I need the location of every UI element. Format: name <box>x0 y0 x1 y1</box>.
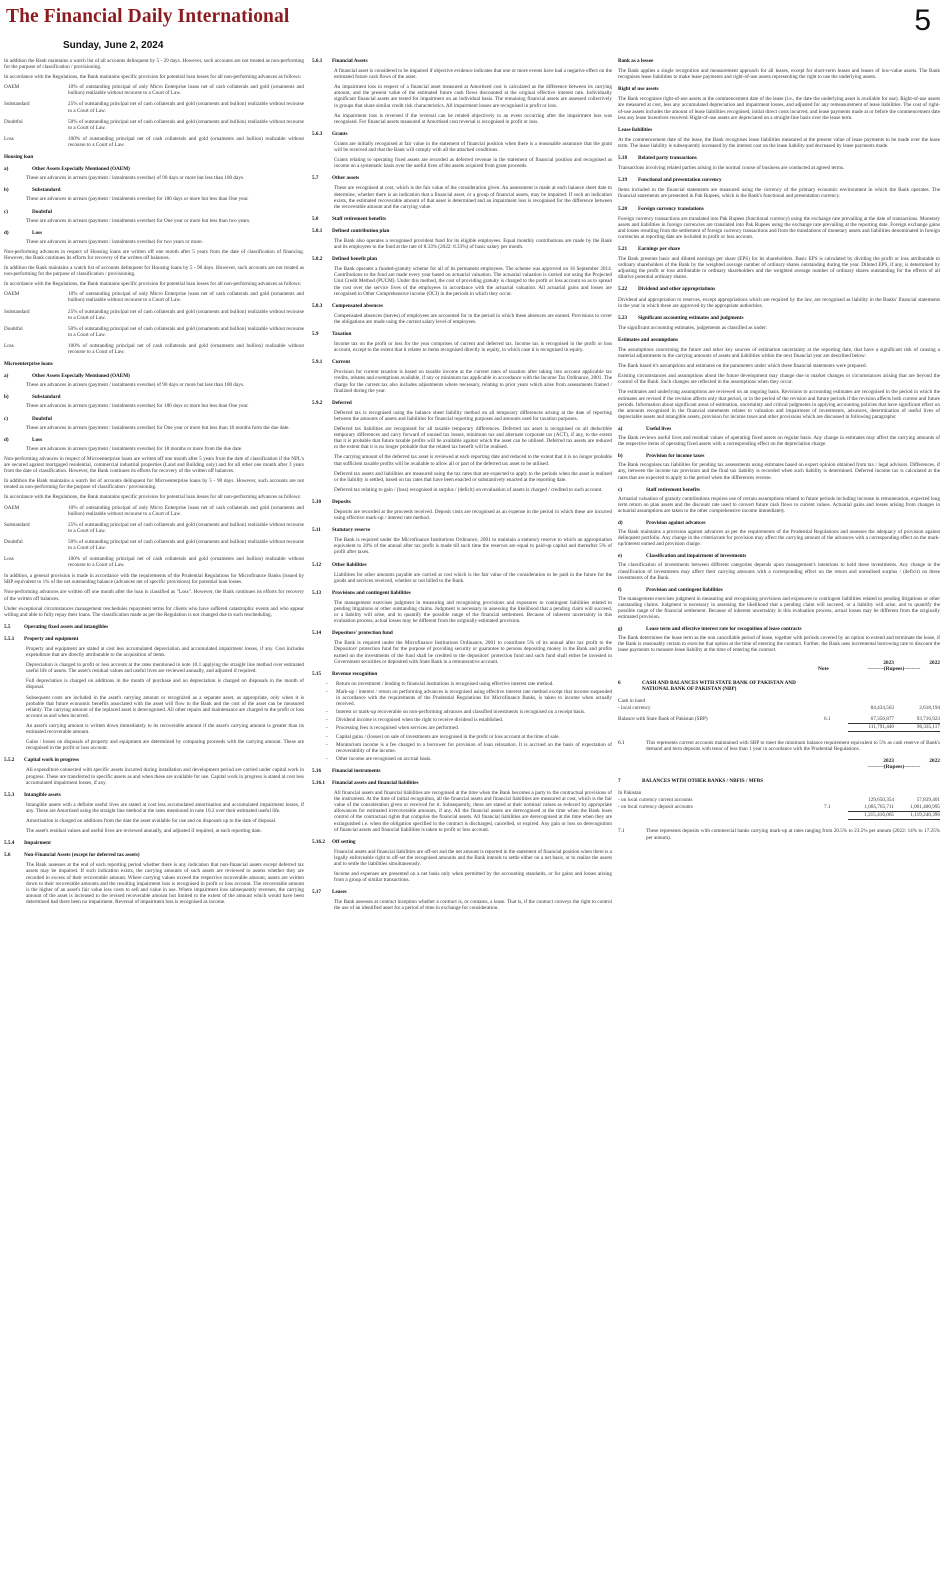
row-note: 6.1 <box>824 715 831 722</box>
row-note: 7.1 <box>824 804 831 811</box>
section-heading: Off setting <box>332 838 356 845</box>
row-label: - on local currency deposit accounts <box>618 804 693 811</box>
paragraph: Liabilities for other amounts payable are carried at cost which is the fair value of the consideration to be paid in the future for the goods and services received, whether or not billed to the Bank. <box>334 571 612 584</box>
provision-table <box>4 84 304 148</box>
section-heading: Right of use assets <box>618 86 659 93</box>
section-heading: Operating fixed assets and intangibles <box>24 623 109 630</box>
row-label: - on local currency current accounts <box>618 797 693 804</box>
paragraph: At the commencement date of the lease, the Bank recognises lease liabilities measured at the present value of lease payments to be made over the lease term. The lease liability is subsequently increased by the interest cost on the lease liability and decreased by lease payments made. <box>618 136 940 149</box>
grade-rule: 50% of outstanding principal net of cash collaterals and gold (ornaments and bullion) realizable without recourse to a Court of Law. <box>68 325 304 338</box>
section-number: 5.17 <box>312 889 322 896</box>
paragraph: In addition, a general provision is made in accordance with the requirements of the Prudential Regulations for Microfinance Banks (issued by SBP equivalent to 1% of the net outstanding balance (advances net of specific provisions) for potential loan losses. <box>4 573 304 586</box>
section-number: 5.21 <box>618 245 628 252</box>
grade-rule: 100% of outstanding principal net of cash collaterals and gold (ornaments and bullion) realizable without recourse to a Court of Law. <box>68 556 304 569</box>
section-heading: Functional and presentation currency <box>638 177 722 184</box>
section-number: 5.8.2 <box>312 256 323 263</box>
paragraph: The Bank presents basic and diluted earnings per share (EPS) for its shareholders. Basic EPS is calculated by dividing the profit or loss attributable to ordinary shareholders of the Bank by the weighted average number of ordinary shares outstanding during the year. Diluted EPS, if any, is determined by adjusting the profit or loss attributable to ordinary shareholders and the weighted average number of ordinary shares outstanding for the effects of all dilutive potential ordinary shares. <box>618 256 940 281</box>
paragraph: All financial assets and financial liabilities are recognised at the time when the Bank becomes a party to the contractual provisions of the instrument. At the time of initial recognition, all the financial assets and financial liabilities are measured at cost, which is the fair value of the consideration given or received for it. Subsequently, these are stated at their nominal values as reduced by appropriate allowances for estimated irrecoverable amounts, if any. All the financial assets are derecognised at the time when the Bank loses control of the contractual rights that comprise the financial assets. All financial liabilities are derecognised at the time when they are extinguished i.e. when the obligation specified in the contract is discharged, cancelled, or expired. Any gain or loss on derecognition of financial assets and financial liabilities is taken to profit or loss account. <box>334 790 612 833</box>
section-heading: Leases <box>332 889 347 896</box>
paragraph: The Bank recognises right-of-use assets at the commencement date of the lease (i.e., the date the underlying asset is available for use). Right-of-use assets are measured at cost, less any accumulated depreciation and impairment losses, and adjusted for any remeasurement of lease liabilities. The cost of right-of-use assets includes the amount of lease liabilities recognised, initial direct costs incurred, and lease payments made at or before the commencement date less any lease incentives received. Right-of-use assets are depreciated on a straight-line basis over the lease term. <box>618 96 940 121</box>
total-row <box>618 811 940 820</box>
section-heading: Non-Financial Assets (except for deferred tax assets) <box>24 852 140 859</box>
grade-rule: 100% of outstanding principal net of cash collaterals and gold (ornaments and bullion) realizable without recourse to a Court of Law. <box>68 135 304 148</box>
paragraph: These are advances in arrears (payment / instalments overdue) of 90 days or more but less than 180 days. <box>26 382 245 389</box>
paragraph: All expenditure connected with specific assets incurred during installation and development period are carried under capital work in progress. These are transferred to specific assets as and when these are available for use. Capital work in progress is stated at cost less accumulated impairment losses, if any. <box>26 767 304 786</box>
item-title: Other Assets Especially Mentioned (OAEM) <box>32 166 130 173</box>
masthead <box>6 4 939 52</box>
value-2022: 57,839,401 <box>916 797 940 804</box>
item-title: Doubtful <box>32 208 52 215</box>
value-2022: 2,618,194 <box>919 704 940 711</box>
section-heading: Other liabilities <box>332 561 367 568</box>
grade-rule: 50% of outstanding principal net of cash collaterals and gold (ornaments and bullion) realizable without recourse to a Court of Law. <box>68 118 304 131</box>
newspaper-title: The Financial Daily International <box>6 6 290 27</box>
year-header: 2023 <box>883 659 894 666</box>
section-heading: Provisions and contingent liabilities <box>332 589 411 596</box>
section-heading: Related party transactions <box>638 155 697 162</box>
section-number: 5.16.2 <box>312 838 325 845</box>
paragraph: In accordance with the Regulations, the Bank maintains specific provision for potential loan losses for all non-performing advances as follows: <box>4 494 302 501</box>
section-heading: Revenue recognition <box>332 670 378 677</box>
section-number: 5.7 <box>312 175 319 182</box>
value-2023: 67,356,877 <box>870 715 894 722</box>
item-letter: a) <box>4 166 9 173</box>
paragraph: Intangible assets with a definite useful lives are stated at cost less accumulated amortisation and accumulated impairment losses, if any. These are Amortised using the straight line method at the rates mentioned in note 10.2 over their estimated useful life. <box>26 801 304 814</box>
section-heading: Taxation <box>332 331 352 337</box>
section-heading: Deposits <box>332 498 351 505</box>
paragraph: Foreign currency transactions are translated into Pak Rupees (functional currency) using the exchange rate prevailing at the date of transactions. Monetary assets and liabilities in foreign currencies are translated into Pak Rupees using the exchange rate prevailing at the reporting date. Foreign exchange gains and losses resulting from the settlement of foreign currency transactions and from the translations of monetary assets and liabilities denominated in foreign currencies at reporting date are included in profit or loss account. <box>618 215 940 240</box>
paragraph: These are advances in arrears (payment / instalments overdue) for 18 months or more from the due date. <box>26 445 243 452</box>
paragraph: Deferred tax relating to gain / (loss) recognised in surplus / (deficit) on revaluation of assets is charged / credited to such account. <box>334 486 603 493</box>
paragraph: Property and equipment are stated at cost less accumulated depreciation and accumulated impairment losses, if any. Cost includes expenditure that are directly attributable to the acquisition of items. <box>26 646 304 659</box>
row-label: Cash in hand <box>618 697 646 704</box>
section-number: 5.18 <box>618 155 628 162</box>
section-number: 5.12 <box>312 561 322 568</box>
paragraph: Depreciation is charged to profit or loss account at the rates mentioned in note 10.1 applying the straight line method over estimated useful life of assets. The asset's residual values and useful lives are reviewed annually, and adjusted if required. <box>26 662 304 675</box>
grade-label: Substandard <box>4 521 30 528</box>
total-2022: 96,335,117 <box>894 723 940 732</box>
paragraph: Items included in the financial statements are measured using the currency of the primary economic environment in which the Bank operates. The financial statements are presented in Pak Rupees, which is the Bank's functional and presentation currency. <box>618 187 940 200</box>
grade-label: Doubtful <box>4 538 23 545</box>
grade-label: Doubtful <box>4 325 23 332</box>
paragraph: Gains / losses on disposals of property and equipment are determined by comparing proceeds with the carrying amount. These are recognised in the profit or loss account. <box>26 739 304 752</box>
section-heading: Bank as a lessee <box>618 58 654 64</box>
section-number: 5.5.3 <box>4 791 15 798</box>
section-number: 5.6 <box>4 852 11 859</box>
paragraph: These are advances in arrears (payment / instalments overdue) for One year or more but less than 18 months form the due date. <box>26 424 290 431</box>
paragraph: Non-performing advances in respect of Microenterprise loans are written off one month after 5 years from the date of classification if the NPL's are secured against mortgaged residential, commercial industrial properties (Land and Building only) and for all other one month after 3 years from the date of classification. However, the Bank continues its efforts for recovery of the written off balances. <box>4 455 304 475</box>
paragraph: The Bank applies a single recognition and measurement approach for all leases, except for short-term leases and leases of low-value assets. The Bank recognises lease liabilities to make lease payments and right-of-use assets representing the right to use the underlying assets. <box>618 68 940 81</box>
paragraph: The Bank operates a funded-gratuity scheme for all of its permanent employees. The scheme was approved on 16 September 2014. Contributions to the fund are made every year based on actuarial valuation. The actuarial valuation is carried out using the Projected Unit Credit Method (PUCM). Under this method, the cost of providing gratuity is charged to the profit or loss account so as to spread the cost over the service lives of the employees in accordance with the actuarial valuation. All actuarial gains and losses are recognised in Other Comprehensive income (OCI) in the periods in which they occur. <box>334 266 612 297</box>
section-heading: Depositors' protection fund <box>332 630 393 637</box>
grade-rule: 10% of outstanding principal of only Micro Enterprise loans net of cash collaterals and gold (ornaments and bullion) realizable without recourse to a Court of Law. <box>68 291 304 304</box>
paragraph: Non-performing advances in respect of Housing loans are written off one month after 5 years from the date of classification of financing. However, the Bank continues its efforts for recovery of the written off balances. <box>4 248 304 261</box>
value-2022: 93,716,923 <box>916 715 940 722</box>
table-row <box>618 804 940 811</box>
paragraph: Deferred tax assets and liabilities are measured using the tax rates that are expected to apply to the periods when the asset is realized or the liability is settled, based on tax rates that have been enacted or substantively enacted at the reporting date. <box>334 470 612 483</box>
paragraph: Dividend and appropriation to reserves, except appropriations which are required by the law, are recognised as liability in the Banks' financial statements in the year in which these are approved by the appropriate authorities. <box>618 296 940 309</box>
financial-table-cash <box>618 660 940 732</box>
section-heading: Staff retirement benefits <box>332 215 386 222</box>
paragraph: Subsequent costs are included in the asset's carrying amount or recognized as a separate asset, as appropriate, only when it is probable that future economic benefits associated with the asset will flow to the Bank and the cost of the asset can be measured reliably. The carrying amount of the replaced asset is derecognised. All other repairs and maintenance are charged to the profit or loss account as and when incurred. <box>26 694 304 719</box>
section-heading: Capital work in progress <box>24 757 80 764</box>
issue-date: Sunday, June 2, 2024 <box>63 40 164 51</box>
section-number: 5.6.3 <box>312 130 323 137</box>
section-number: 5.5.1 <box>4 635 15 642</box>
item-title: Loss <box>32 436 43 443</box>
column-1 <box>4 58 304 1588</box>
list-item: Dividend income is recognised when the right to receive dividend is established. <box>336 717 504 724</box>
section-heading: Estimates and assumptions <box>618 336 678 343</box>
grade-label: OAEM <box>4 84 20 91</box>
paragraph: An asset's carrying amount is written down immediately to its recoverable amount if the asset's carrying amount is greater than its estimated recoverable amount. <box>26 722 304 736</box>
section-heading: Deferred <box>332 399 352 406</box>
section-heading: Defined benefit plan <box>332 256 377 263</box>
value-2023: 84,434,563 <box>870 704 894 711</box>
item-title: Provision for income taxes <box>646 453 705 460</box>
paragraph: In addition the Bank maintains a watch list of all accounts delinquent by 5 - 29 days. However, such accounts are not treated as non-performing for the purpose of classification / provisioning. <box>4 58 304 71</box>
paragraph: The estimates and underlying assumptions are reviewed on an ongoing basis. Revisions to accounting estimates are recognised in the period in which the estimates are revised if the revision affects only that period, or in the period of the revision and future periods if the revision affects both current and future periods. Information about significant areas of estimation, uncertainty and critical judgments in applying accounting policies that have significant effect on the amounts recognised in the financial statements relates to valuation and impairment of investments, advances, determination of useful lives of depreciable assets and intangible assets, provision for income taxes and other provisions which are discussed in following paragraphs: <box>618 389 940 420</box>
section-heading: Impairment <box>24 840 51 847</box>
note-text: These represents deposits with commercial banks carrying mark-up at rates ranging from 20.5% to 23.5% per annum (2022: 14% to 17.25% per annum). <box>646 828 940 841</box>
section-number: 5.8 <box>312 215 319 222</box>
paragraph: Grants relating to operating fixed assets are recorded as deferred revenue in the statement of financial position and recognised as income on a systematic basis over the useful lives of the assets acquired from grant proceeds. <box>334 157 612 170</box>
item-letter: b) <box>618 453 623 460</box>
row-label: - local currency <box>618 704 651 711</box>
column-3 <box>618 58 940 1588</box>
item-letter: b) <box>4 394 9 401</box>
value-2023: 129,650,354 <box>868 797 894 804</box>
paragraph: The significant accounting estimates, judgements as classified as under: <box>618 324 768 331</box>
paragraph: In accordance with the Regulations, the Bank maintains specific provision for potential loan losses for all non-performing advances as follows: <box>4 74 302 81</box>
item-title: Provision against advances <box>646 519 706 526</box>
item-title: Staff retirement benefits <box>646 486 700 493</box>
grade-label: Loss <box>4 342 14 349</box>
table-row <box>618 716 940 723</box>
paragraph: A financial asset is considered to be impaired if objective evidence indicates that one or more events have had a negative effect on the estimated future cash flows of the asset. <box>334 68 612 81</box>
item-title: Substandard <box>32 187 61 194</box>
provision-table <box>4 505 304 569</box>
total-2023: 111,791,440 <box>848 723 894 732</box>
paragraph: Transactions involving related parties arising in the normal course of business are conducted at agreed terms. <box>618 165 845 172</box>
paragraph: The Bank assesses at contract inception whether a contract is, or contains, a lease. That is, if the contract conveys the right to control the use of an identified asset for a period of time in exchange for consideration. <box>334 899 612 912</box>
item-title: Substandard <box>32 394 61 401</box>
paragraph: Compensated absences (leaves) of employees are accounted for in the period in which these absences are earned. Provisions to cover the obligations are made using the current salary level of employees. <box>334 312 612 325</box>
item-title: Useful lives <box>646 425 672 432</box>
section-number: 6 <box>618 679 621 686</box>
section-heading: Significant accounting estimates and judgments <box>638 314 744 321</box>
grade-label: OAEM <box>4 291 20 298</box>
paragraph: The Bank assesses at the end of each reporting period whether there is any indication that non-financial assets except deferred tax assets may be impaired. If such indication exists, the carrying amounts of such assets are reviewed to assess whether they are recorded in excess of their recoverable amount. Where carrying values exceed the respective recoverable amount, assets are written down to their recoverable amounts and the resulting impairment loss is recognised in profit or loss account. The recoverable amount is the higher of an asset's fair value less costs to sell and value in use. Where impairment loss subsequently reverses, the carrying amount of the asset is increased to the revised recoverable amount but limited to the extent of the amount which would have been determined had there been no impairment. Reversal of impairment loss is recognised as income. <box>26 862 304 905</box>
total-2023: 1,215,416,065 <box>848 811 894 820</box>
paragraph: In addition the Bank maintains a watch list of accounts delinquent for Housing loans by 5 - 90 days. However, such accounts are not treated as non-performing for the purpose of classification / provisioning. <box>4 265 304 278</box>
grade-rule: 10% of outstanding principal of only Micro Enterprise loans net of cash collaterals and gold (ornaments and bullion) realizable without recourse to a Court of Law. <box>68 84 304 97</box>
item-title: Other Assets Especially Mentioned (OAEM) <box>32 373 130 380</box>
section-heading: Financial instruments <box>332 767 381 774</box>
section-number: 5.20 <box>618 205 628 212</box>
paragraph: The management exercises judgment in measuring and recognising provisions and exposures to contingent liabilities related to pending litigations or other outstanding claims. Judgment is necessary in assessing the likelihood that a pending claim will succeed, or a liability will arise, and to quantify the possible range of the financial settlement. Because of inherent uncertainty in this evaluation process, actual losses may be different from the originally estimated provision. <box>618 595 940 621</box>
row-label: Balance with State Bank of Pakistan (SBP) <box>618 715 708 722</box>
section-heading: Intangible assets <box>24 791 61 798</box>
page-number: 5 <box>914 4 931 37</box>
section-heading: Lease liabilities <box>618 126 653 133</box>
list-item: Capital gains / (losses) on sale of investments are recognised in the profit or loss account at the time of sale. <box>336 733 560 740</box>
financial-table-banks <box>618 758 940 820</box>
paragraph: Amortisation is charged on additions from the date the asset available for use and on disposals up to the date of disposal. <box>26 817 277 824</box>
item-letter: d) <box>4 436 9 443</box>
grade-rule: 100% of outstanding principal net of cash collaterals and gold (ornaments and bullion) realizable without recourse to a Court of Law. <box>68 342 304 355</box>
paragraph: The classification of investments between different categories depends upon management's intentions to hold these investments. Any change in the classification of investments may affect their carrying amounts with a corresponding effect on the return and unrealised surplus / (deficit) on these investments of the Bank. <box>618 562 940 581</box>
section-heading: Property and equipment <box>24 635 79 642</box>
paragraph: The carrying amount of the deferred tax asset is reviewed at each reporting date and reduced to the extent that it is no longer probable that sufficient taxable profits will be available to allow all or part of the deferred tax asset to be utilised. <box>334 454 612 467</box>
item-letter: a) <box>4 373 9 380</box>
section-heading: Dividend and other appropriations <box>638 286 716 293</box>
grade-label: Loss <box>4 135 14 142</box>
section-number: 5.16.1 <box>312 779 325 786</box>
section-number: 5.10 <box>312 498 322 505</box>
paragraph: Deferred tax liabilities are recognised for all taxable temporary differences. Deferred tax asset is recognised on all deductible temporary differences and carry forward of unused tax losses, minimum tax and alternate corporate tax (ACT), if any, to the extent that it is probable that future taxable profits will be available against which the asset can be utilised. Deferred tax assets are reduced to the extent that it is no longer probable that the related tax benefit will be realised. <box>334 426 612 451</box>
row-label: In Pakistan <box>618 790 642 797</box>
section-heading: Housing loan <box>4 154 34 161</box>
paragraph: The assumptions concerning the future and other key sources of estimation uncertainty at the reporting date, that have a significant risk of causing a material adjustments to the carrying amounts of assets and liabilities within the next financial year are described below: <box>618 347 940 360</box>
note-number: 7.1 <box>618 828 625 835</box>
section-heading: Grants <box>332 130 348 137</box>
paragraph: These are advances in arrears (payment / instalments overdue) for two years or more. <box>26 238 203 245</box>
item-letter: c) <box>4 415 9 422</box>
section-number: 5.23 <box>618 314 628 321</box>
provision-table <box>4 291 304 355</box>
list-item: Interest or mark-up recoverable on non-performing advances and classified investments is recognised on a receipt basis. <box>336 709 586 716</box>
section-number: 5.9 <box>312 331 319 337</box>
section-heading: BALANCES WITH OTHER BANKS / NBFIS / MFBS <box>642 778 764 785</box>
section-heading: CASH AND BALANCES WITH STATE BANK OF PAKISTAN AND NATIONAL BANK OF PAKISTAN (NBP) <box>642 679 796 692</box>
section-number: 5.5.4 <box>4 840 15 847</box>
grade-label: Substandard <box>4 308 30 315</box>
section-heading: Current <box>332 359 351 366</box>
section-number: 5.16 <box>312 767 322 774</box>
year-header: 2023 <box>883 758 894 765</box>
item-letter: g) <box>618 626 623 633</box>
section-heading: Defined contribution plan <box>332 227 390 234</box>
section-number: 5.5.2 <box>4 757 15 764</box>
grade-label: Doubtful <box>4 118 23 125</box>
paragraph: Under exceptional circumstances management reschedules repayment terms for clients who have suffered catastrophic events and who appear willing and able to fully repay their loans. The classification made as per the Regulation is not changed due to such rescheduling. <box>4 605 304 618</box>
paragraph: The asset's residual values and useful lives are reviewed annually, and adjusted if required, at each reporting date. <box>26 828 262 835</box>
grade-rule: 10% of outstanding principal of only Micro Enterprise loans net of cash collaterals and gold (ornaments and bullion) realizable without recourse to a Court of Law. <box>68 504 304 517</box>
section-heading: Compensated absences <box>332 302 383 309</box>
table-row <box>618 705 940 712</box>
item-letter: c) <box>618 486 623 493</box>
total-2022: 1,119,240,396 <box>894 811 940 820</box>
note-header: Note <box>818 665 829 672</box>
paragraph: An impairment loss is reversed if the reversal can be related objectively to an event occurring after the impairment loss was recognised. For financial assets measured at Amortised cost reversal is recognised in profit or loss. <box>334 112 612 125</box>
paragraph: The management exercises judgment in measuring and recognising provisions and exposures to contingent liabilities related to pending litigations or other outstanding claims. Judgment is necessary in assessing the likelihood that a pending claim will succeed, or a liability will arise, and to quantify the possible range of the financial settlement. Because of inherent uncertainty in this evaluation process, actual losses may be different from the originally estimated provision. <box>334 599 612 625</box>
paragraph: Deferred tax is recognised using the balance sheet liability method on all temporary differences arising at the date of reporting between the amounts of assets and liabilities for financial reporting purposes and amounts used for taxation purposes. <box>334 409 612 422</box>
paragraph: The Bank determines the lease term as the non cancellable period of lease, together with periods covered by an option to extend and terminate the lease, if the Bank is reasonably certain to exercise that option at the time of entering the contract. Further, the Bank uses incremental borrowing rate to discount the lease payments to measure lease liability at the time of entering the contract. <box>618 635 940 654</box>
currency-header: ---------(Rupees)--------- <box>867 764 921 771</box>
note-number: 6.1 <box>618 739 625 746</box>
section-number: 5.22 <box>618 286 628 293</box>
paragraph: In accordance with the Regulations, the Bank maintains specific provision for potential loan losses for all non-performing advances as follows: <box>4 281 302 288</box>
paragraph: Full depreciation is charged on additions in the month of purchase and no depreciation is charged on disposals in the month of disposal. <box>26 678 304 691</box>
paragraph: Existing circumstances and assumptions about the future development may change due to market changes or circumstances arising that are beyond the control of the Bank. Such changes are reflected in the assumptions when they occur. <box>618 373 940 386</box>
column-2 <box>312 58 612 1588</box>
section-heading: Financial assets and financial liabilities <box>332 779 419 786</box>
value-2023: 1,085,765,711 <box>864 804 894 811</box>
paragraph: Financial assets and financial liabilities are off-set and the net amount is reported in the statement of financial position when there is a legally enforceable right to off-set the recognised amounts and the Bank intends to settle either on a net basis, or to realize the assets and to settle the liabilities simultaneously. <box>334 848 612 867</box>
paragraph: The Bank is required under the Microfinance Institutions Ordinance, 2001 to contribute 5% of its annual after tax profit to the Depositors' protection fund for the purpose of providing security or guarantee to persons depositing money in the Bank and profits earned on the investments of the fund shall be credited to the depositors' protection fund and such fund shall either be invested in Government securities or deposited with State Bank in a remunerative account. <box>334 640 612 665</box>
paragraph: The Bank is required under the Microfinance Institutions Ordinance, 2001 to maintain a statutory reserve to which an appropriation equivalent to 20% of the annual after tax profit is made till such time the reserves are equal to paid-up capital and thereafter 5% of profit after taxes. <box>334 537 612 556</box>
paragraph: The Bank reviews useful lives and residual values of operating fixed assets on regular basis. Any change in estimates may affect the carrying amounts of the respective items of operating fixed assets with a corresponding effect on the depreciation charge. <box>618 435 940 448</box>
item-letter: e) <box>618 553 623 560</box>
grade-rule: 25% of outstanding principal net of cash collaterals and gold (ornaments and bullion) realizable without recourse to a Court of Law. <box>68 308 304 321</box>
section-number: 5.13 <box>312 589 322 596</box>
paragraph: These are recognised at cost, which is the fair value of the consideration given. An assessment is made at each balance sheet date to determine, whether there is an indication that a financial asset, or a group of financial assets, may be impaired. If such an indication exists, the estimated recoverable amount of that asset is determined and an impairment loss is recognised for the difference between the recoverable amount and the carrying value. <box>334 185 612 210</box>
item-letter: f) <box>618 586 622 593</box>
section-number: 5.5 <box>4 623 11 630</box>
section-number: 5.9.1 <box>312 359 323 366</box>
item-letter: c) <box>4 208 9 215</box>
section-heading: Earnings per share <box>638 245 681 252</box>
paragraph: These are advances in arrears (payment / instalments overdue) of 90 days or more but less than 180 days. <box>26 175 245 182</box>
item-title: Doubtful <box>32 415 52 422</box>
grade-label: OAEM <box>4 504 20 511</box>
paragraph: Non-performing advances are written off one month after the loan is classified as "Loss". However, the Bank continues its efforts for recovery of the written off balances. <box>4 589 304 602</box>
section-number: 5.14 <box>312 630 322 637</box>
currency-header: ---------(Rupees)--------- <box>867 665 921 672</box>
list-item: Processing fees is recognised when services are performed. <box>336 725 460 732</box>
paragraph: Income and expenses are presented on a net basis only when permitted by the accounting standards, or for gains and losses arising from a group of similar transactions. <box>334 871 612 884</box>
section-heading: Statutory reserve <box>332 527 371 534</box>
section-number: 5.19 <box>618 177 628 184</box>
section-number: 5.8.1 <box>312 227 323 234</box>
item-letter: d) <box>618 519 623 526</box>
section-number: 5.6.1 <box>312 58 323 64</box>
paragraph: The Bank also operates a recognised provident fund for its eligible employees. Equal monthly contributions are made by the Bank and its employees to the fund at the rate of 8.33% (2022: 8.33%) of basic salary per month. <box>334 237 612 251</box>
paragraph: These are advances in arrears (payment / instalments overdue) for 180 days or more but less than One year. <box>26 196 249 203</box>
paragraph: These are advances in arrears (payment / instalments overdue) for One year or more but less than two years. <box>26 217 251 224</box>
paragraph: Actuarial valuation of gratuity contributions requires use of certain assumptions related to future periods including increase in remuneration, expected long term return on plan assets and the discount rate used to convert future cash flows to current values. Actuarial gains and losses arising from changes in actuarial assumptions are taken to the other comprehensive income immediately. <box>618 495 940 514</box>
paragraph: The Bank recognises tax liabilities for pending tax assessments using estimates based on expert opinion obtained from tax / legal advisors. Differences, if any, between the income tax provision and the final tax liability is recorded when such liability is determined. Deferred income tax is calculated at the rates that are expected to apply to the period when the differences reverse. <box>618 462 940 481</box>
section-heading: Financial Assets <box>332 58 368 64</box>
section-number: 5.9.2 <box>312 399 323 406</box>
list-item: Other income are recognised on accrual basis. <box>336 755 432 762</box>
paragraph: In addition the Bank maintains a watch list of accounts delinquent for Microenterprise loans by 5 - 90 days. However, such accounts are not treated as non-performing for the purpose of classification / provisioning. <box>4 478 304 491</box>
paragraph: An impairment loss in respect of a financial asset measured at Amortised cost is calculated as the difference between its carrying amount, and the present value of the estimated future cash flows discounted at the original effective interest rate. Individually significant financial assets are tested for impairment on an individual basis. The remaining financial assets are assessed collectively in groups that share similar credit risk characteristics. All impairment losses are recognised in profit or loss. <box>334 84 612 109</box>
item-title: Loss <box>32 229 43 236</box>
section-number: 7 <box>618 778 621 785</box>
paragraph: Grants are initially recognised at fair value in the statement of financial position when there is a reasonable assurance that the grant will be received and that the Bank will comply with all the attached conditions. <box>334 140 612 154</box>
grade-rule: 25% of outstanding principal net of cash collaterals and gold (ornaments and bullion) realizable without recourse to a Court of Law. <box>68 521 304 534</box>
section-heading: Other assets <box>332 175 360 182</box>
paragraph: Deposits are recorded at the proceeds received. Deposit costs are recognised as an expense in the period in which these are incurred using effective mark-up / interest rate method. <box>334 508 612 522</box>
value-2022: 1,061,400,995 <box>910 804 940 811</box>
paragraph: Income tax on the profit or loss for the year comprises of current and deferred tax. Income tax is recognised in the profit or loss account, except to the extent that it relates to items recognised directly in equity, in which case it is recognised in equity. <box>334 341 612 354</box>
total-row <box>618 723 940 732</box>
table-row <box>618 797 940 804</box>
item-letter: d) <box>4 229 9 236</box>
year-header: 2022 <box>929 758 940 765</box>
item-title: Lease term and effective interest rate for recognition of lease contracts <box>646 626 802 633</box>
section-number: 5.8.3 <box>312 302 323 309</box>
paragraph: The Bank based it's assumptions and estimates on the parameters under which these financial statements were prepared. <box>618 363 867 370</box>
item-title: Classification and impairment of investments <box>646 553 747 560</box>
grade-rule: 50% of outstanding principal net of cash collaterals and gold (ornaments and bullion) realizable without recourse to a Court of Law. <box>68 538 304 551</box>
section-number: 5.11 <box>312 527 321 534</box>
list-item: Mark-up / interest / return on performing advances is recognised using effective interest rate method except that income suspended in accordance with the requirements of the Prudential Regulations for Microfinance Banks, is taken to income when actually received. <box>336 688 612 708</box>
grade-label: Substandard <box>4 101 30 108</box>
list-item: Return on investment / lending to financial institutions is recognised using effective interest rate method. <box>336 680 554 687</box>
revenue-list: - Return on investment / lending to financial institutions is recognised using effective interest rate method. - Mark-up / interest / return on performing advances is recognised using effective interest rate method except that income suspended in accordance with the requirements of the Prudential Regulations for Microfinance Banks, is taken to income when actually received. - Interest or mark-up recoverable on non-performing advances and classified investments is recognised on a receipt basis. - Dividend income is recognised when the right to receive dividend is established. - Processing fees is recognised when services are performed. - Capital gains / (losses) on sale of investments are recognised in the profit or loss account at the time of sale. - Moratorium income is a fee charged to a borrower for provision of loan relaxation. It is accrued on the basis of expectation of recoverability of the income. - Other income are recognised on accrual basis. <box>326 680 612 762</box>
item-letter: b) <box>4 187 9 194</box>
year-header: 2022 <box>929 659 940 666</box>
paragraph: Provision for current taxation is based on taxable income at the current rates of taxation after taking into account applicable tax credits, rebates and exemptions available, if any or minimum tax applicable in accordance with the Income Tax Ordinance, 2001. The charge for the current tax also includes adjustments where necessary, relating to prior years which arise from assessments framed / finalized during the year. <box>334 369 612 394</box>
row-note <box>824 705 848 712</box>
section-heading: Microenterprise loans <box>4 361 53 368</box>
grade-label: Loss <box>4 556 14 563</box>
paragraph: The Bank maintains a provision against advances as per the requirements of the Prudential Regulations and assesses the adequacy of provision against delinquent portfolio. Any change in the criteria/rate for provision may affect the carrying amount of the advances with a corresponding effect on the mark-up/interest earned and provision charge. <box>618 529 940 548</box>
paragraph: These are advances in arrears (payment / instalments overdue) for 180 days or more but less than One year. <box>26 403 249 410</box>
note-text: This represents current accounts maintained with SBP to meet the minimum balance requirement equivalent to 5% as cash reserve of Bank's demand and term deposits with tenor of less than 1 year in accordance with the Prudential Regulations. <box>646 739 940 753</box>
grade-rule: 25% of outstanding principal net of cash collaterals and gold (ornaments and bullion) realizable without recourse to a Court of Law. <box>68 101 304 114</box>
item-title: Provision and contingent liabilities <box>646 586 723 593</box>
list-item: Moratorium income is a fee charged to a borrower for provision of loan relaxation. It is accrued on the basis of expectation of recoverability of the income. <box>336 741 612 754</box>
item-letter: a) <box>618 425 623 432</box>
row-note <box>824 797 848 804</box>
section-number: 5.15 <box>312 670 322 677</box>
section-heading: Foreign currency translations <box>638 205 704 212</box>
